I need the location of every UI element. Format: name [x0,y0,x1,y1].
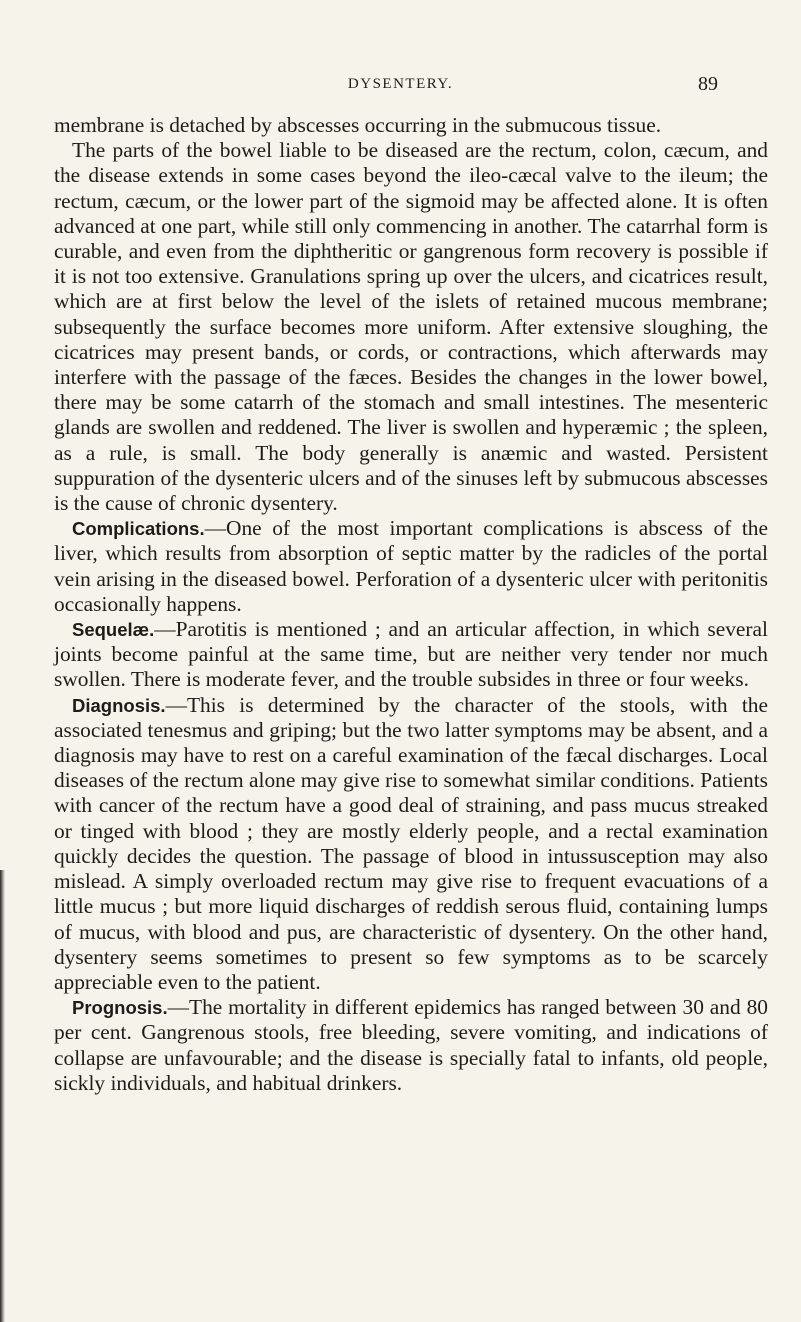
running-title: DYSENTERY. [347,76,454,92]
paragraph-text: —The mortality in different epidemics has ranged between 30 and 80 per cent. Gangrenous stools, free bleeding, severe vomiting, and indications of collapse are unfavourable; and the disease is specially fatal to infants, old people, sickly individuals, and habitual drinkers. [54,995,768,1095]
paragraph-text: —Parotitis is mentioned ; and an articular affection, in which several joints become painful at the same time, but are neither very tender nor much swollen. There is moderate fever, and the trouble subsides in three or four weeks. [54,617,768,692]
running-head [0,73,801,96]
paragraph-complications [54,516,768,617]
body-text [54,113,768,1096]
section-heading-prognosis: Prognosis. [72,997,168,1019]
paragraph-pathology [54,138,768,516]
section-heading-diagnosis: Diagnosis. [72,694,166,716]
paragraph-text: membrane is detached by abscesses occurring in the submucous tissue. [54,113,662,137]
paragraph-continued [54,113,768,138]
paragraph-prognosis [54,995,768,1096]
section-heading-complications: Complications. [72,518,205,540]
section-heading-sequelae: Sequelæ. [72,619,155,641]
paragraph-diagnosis [54,693,768,995]
paragraph-text: —This is determined by the character of the stools, with the associated tenesmus and griping; but the two latter symptoms may be absent, and a diagnosis may have to rest on a careful examination of the fæcal discharges. Local diseases of the rectum alone may give rise to somewhat similar conditions. Patients with cancer of the rectum have a good deal of straining, and pass mucus streaked or tinged with blood ; they are mostly elderly people, and a rectal examination quickly decides the question. The passage of blood in intussusception may also mislead. A simply overloaded rectum may give rise to frequent evacuations of a little mucus ; but more liquid discharges of reddish serous fluid, containing lumps of mucus, with blood and pus, are characteristic of dysentery. On the other hand, dysentery seems sometimes to present so few symptoms as to be scarcely appreciable even to the patient. [54,692,768,994]
page-number: 89 [698,73,718,95]
paragraph-text: —One of the most important complications is abscess of the liver, which results from absorption of septic matter by the radicles of the portal vein arising in the diseased bowel. Perforation of a dysenteric ulcer with peritonitis occasionally happens. [54,516,768,616]
paragraph-sequelae [54,617,768,693]
paragraph-text: The parts of the bowel liable to be diseased are the rectum, colon, cæcum, and the disease extends in some cases beyond the ileo-cæcal valve to the ileum; the rectum, cæcum, or the lower part of the sigmoid may be affected alone. It is often advanced at one part, while still only commencing in another. The catarrhal form is curable, and even from the diphtheritic or gangrenous form recovery is possible if it is not too extensive. Granulations spring up over the ulcers, and cicatrices result, which are at first below the level of the islets of retained mucous membrane; subsequently the surface becomes more uniform. After extensive sloughing, the cicatrices may present bands, or cords, or contractions, which afterwards may interfere with the passage of the fæces. Besides the changes in the lower bowel, there may be some catarrh of the stomach and small intestines. The mesenteric glands are swollen and reddened. The liver is swollen and hyperæmic ; the spleen, as a rule, is small. The body generally is anæmic and wasted. Persistent suppuration of the dysenteric ulcers and of the sinuses left by submucous abscesses is the cause of chronic dysentery. [54,138,768,516]
binding-edge-shadow [0,870,5,1322]
